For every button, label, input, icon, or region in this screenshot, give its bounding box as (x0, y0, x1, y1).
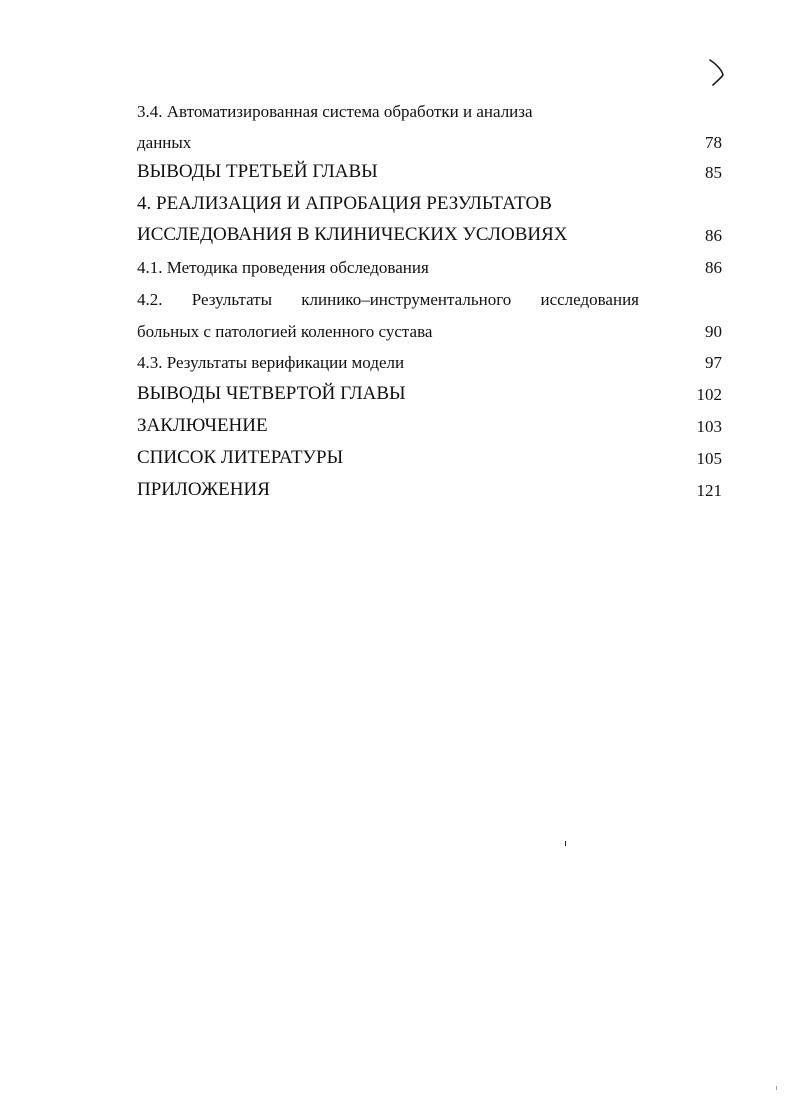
handwritten-page-mark (706, 54, 728, 88)
toc-entry-page: 102 (696, 385, 722, 404)
toc-entry (137, 151, 722, 181)
toc-entry (137, 90, 722, 120)
toc-entry-page: 86 (705, 258, 722, 277)
toc-entry (137, 341, 722, 371)
toc-entry-title: ЗАКЛЮЧЕНИЕ (137, 415, 268, 436)
toc-entry-title: 4.2. Результаты клинико–инструментального исследования (137, 290, 639, 309)
toc-entry-page: 121 (696, 481, 722, 500)
toc-entry (137, 278, 722, 308)
toc-entry (137, 373, 722, 403)
toc-entry (137, 246, 722, 276)
toc-entry (137, 405, 722, 435)
scan-speck (565, 841, 566, 846)
toc-entry-page: 97 (705, 353, 722, 372)
toc-entry-page: 85 (705, 163, 722, 182)
toc-entry-page: 105 (696, 449, 722, 468)
toc-entry-title: 4.3. Результаты верификации модели (137, 353, 405, 372)
toc-entry-page: 90 (705, 322, 722, 341)
toc-entry-title: больных с патологией коленного сустава (137, 322, 433, 341)
toc-entry-page: 103 (696, 417, 722, 436)
toc-entry (137, 469, 722, 499)
toc-entry (137, 121, 722, 151)
toc-entry-title: ВЫВОДЫ ЧЕТВЕРТОЙ ГЛАВЫ (137, 383, 406, 404)
toc-entry-title: 3.4. Автоматизированная система обработки и анализа (137, 102, 533, 121)
toc-entry-title: ИССЛЕДОВАНИЯ В КЛИНИЧЕСКИХ УСЛОВИЯХ (137, 224, 568, 245)
toc-entry-page: 78 (705, 133, 722, 152)
toc-entry-title: ВЫВОДЫ ТРЕТЬЕЙ ГЛАВЫ (137, 161, 378, 182)
scan-speck (776, 1086, 777, 1090)
toc-entry-title: СПИСОК ЛИТЕРАТУРЫ (137, 447, 344, 468)
toc-entry-page: 86 (705, 226, 722, 245)
toc-entry (137, 183, 722, 213)
toc-entry-title: данных (137, 133, 192, 152)
toc-entry-title: 4.1. Методика проведения обследования (137, 258, 429, 277)
toc-entry (137, 437, 722, 467)
toc-entry-title: 4. РЕАЛИЗАЦИЯ И АПРОБАЦИЯ РЕЗУЛЬТАТОВ (137, 193, 552, 214)
toc-entry (137, 310, 722, 340)
toc-entry (137, 214, 722, 244)
toc-entry-title: ПРИЛОЖЕНИЯ (137, 479, 270, 500)
